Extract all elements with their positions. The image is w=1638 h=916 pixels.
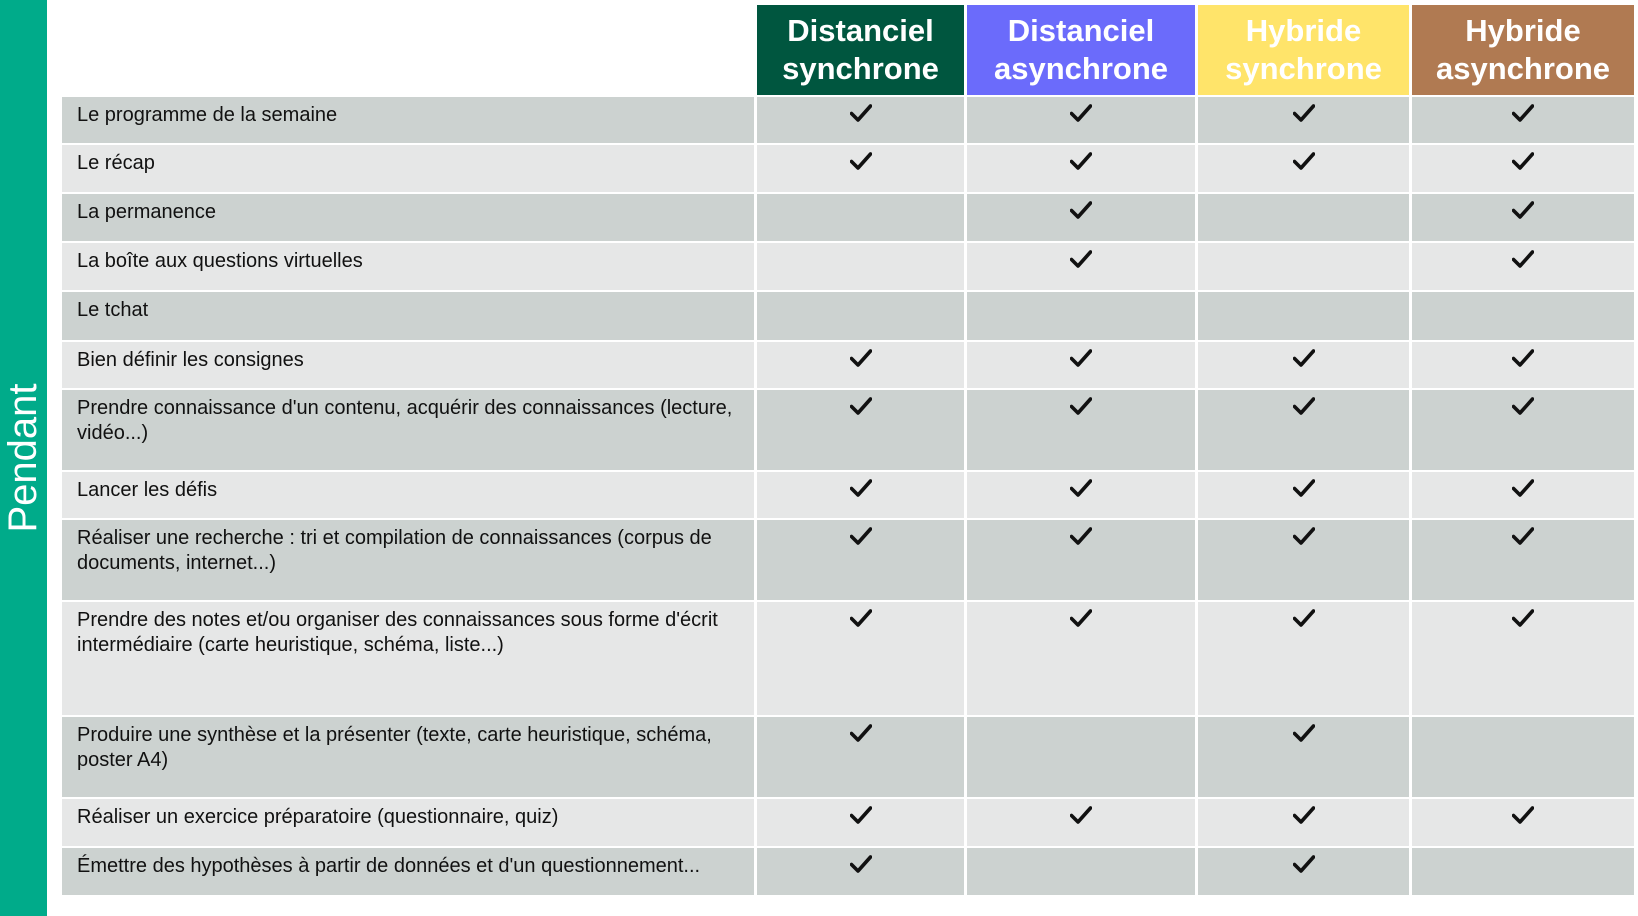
checkmark-icon xyxy=(1070,104,1092,122)
comparison-table xyxy=(62,5,1632,895)
checkmark-icon xyxy=(1293,855,1315,873)
cell-distanciel-synchrone xyxy=(757,390,964,470)
checkmark-icon xyxy=(1512,806,1534,824)
cell-hybride-synchrone xyxy=(1198,848,1409,895)
row-label: Émettre des hypothèses à partir de données et d'un questionnement... xyxy=(62,848,754,895)
cell-hybride-synchrone xyxy=(1198,97,1409,143)
checkmark-icon xyxy=(1512,527,1534,545)
checkmark-icon xyxy=(1512,609,1534,627)
cell-distanciel-synchrone xyxy=(757,342,964,388)
cell-hybride-asynchrone xyxy=(1412,799,1634,846)
section-label: Pendant xyxy=(1,383,45,533)
checkmark-icon xyxy=(1512,397,1534,415)
row-label: Réaliser un exercice préparatoire (questionnaire, quiz) xyxy=(62,799,754,846)
checkmark-icon xyxy=(1512,250,1534,268)
checkmark-icon xyxy=(1512,152,1534,170)
checkmark-icon xyxy=(850,104,872,122)
checkmark-icon xyxy=(1512,201,1534,219)
checkmark-icon xyxy=(1070,527,1092,545)
cell-hybride-asynchrone xyxy=(1412,194,1634,241)
row-label: La permanence xyxy=(62,194,754,241)
row-label: Bien définir les consignes xyxy=(62,342,754,388)
cell-hybride-asynchrone xyxy=(1412,717,1634,797)
cell-hybride-synchrone xyxy=(1198,472,1409,518)
cell-hybride-synchrone xyxy=(1198,145,1409,192)
cell-distanciel-asynchrone xyxy=(967,390,1195,470)
cell-distanciel-synchrone xyxy=(757,848,964,895)
checkmark-icon xyxy=(1070,806,1092,824)
cell-hybride-synchrone xyxy=(1198,717,1409,797)
cell-distanciel-synchrone xyxy=(757,520,964,600)
checkmark-icon xyxy=(1070,397,1092,415)
column-header-distanciel-asynchrone: Distanciel asynchrone xyxy=(967,5,1195,95)
cell-distanciel-asynchrone xyxy=(967,243,1195,290)
cell-distanciel-asynchrone xyxy=(967,342,1195,388)
cell-hybride-asynchrone xyxy=(1412,292,1634,340)
cell-hybride-asynchrone xyxy=(1412,602,1634,715)
checkmark-icon xyxy=(850,855,872,873)
checkmark-icon xyxy=(1070,152,1092,170)
cell-hybride-synchrone xyxy=(1198,602,1409,715)
cell-distanciel-synchrone xyxy=(757,292,964,340)
cell-distanciel-synchrone xyxy=(757,717,964,797)
cell-hybride-synchrone xyxy=(1198,342,1409,388)
cell-distanciel-synchrone xyxy=(757,602,964,715)
cell-hybride-asynchrone xyxy=(1412,97,1634,143)
checkmark-icon xyxy=(1293,609,1315,627)
cell-distanciel-asynchrone xyxy=(967,520,1195,600)
cell-distanciel-asynchrone xyxy=(967,602,1195,715)
cell-hybride-synchrone xyxy=(1198,390,1409,470)
section-sidebar xyxy=(0,0,47,916)
checkmark-icon xyxy=(850,152,872,170)
row-label: Produire une synthèse et la présenter (texte, carte heuristique, schéma, poster A4) xyxy=(62,717,754,797)
cell-distanciel-asynchrone xyxy=(967,145,1195,192)
row-label: Prendre des notes et/ou organiser des connaissances sous forme d'écrit intermédiaire (carte heuristique, schéma, liste...) xyxy=(62,602,754,715)
checkmark-icon xyxy=(1293,104,1315,122)
checkmark-icon xyxy=(850,527,872,545)
cell-distanciel-asynchrone xyxy=(967,292,1195,340)
checkmark-icon xyxy=(1070,349,1092,367)
cell-hybride-synchrone xyxy=(1198,194,1409,241)
cell-distanciel-asynchrone xyxy=(967,472,1195,518)
cell-distanciel-asynchrone xyxy=(967,717,1195,797)
cell-hybride-asynchrone xyxy=(1412,243,1634,290)
cell-hybride-asynchrone xyxy=(1412,472,1634,518)
cell-hybride-asynchrone xyxy=(1412,848,1634,895)
cell-hybride-asynchrone xyxy=(1412,520,1634,600)
cell-distanciel-synchrone xyxy=(757,194,964,241)
checkmark-icon xyxy=(1293,152,1315,170)
cell-distanciel-asynchrone xyxy=(967,97,1195,143)
checkmark-icon xyxy=(1512,104,1534,122)
checkmark-icon xyxy=(850,806,872,824)
cell-distanciel-synchrone xyxy=(757,472,964,518)
checkmark-icon xyxy=(850,397,872,415)
checkmark-icon xyxy=(1512,349,1534,367)
cell-hybride-synchrone xyxy=(1198,292,1409,340)
cell-distanciel-asynchrone xyxy=(967,799,1195,846)
checkmark-icon xyxy=(1293,527,1315,545)
checkmark-icon xyxy=(1293,349,1315,367)
cell-hybride-synchrone xyxy=(1198,243,1409,290)
checkmark-icon xyxy=(1070,201,1092,219)
column-header-hybride-asynchrone: Hybride asynchrone xyxy=(1412,5,1634,95)
checkmark-icon xyxy=(1070,479,1092,497)
row-label: Le tchat xyxy=(62,292,754,340)
column-header-distanciel-synchrone: Distanciel synchrone xyxy=(757,5,964,95)
checkmark-icon xyxy=(1293,397,1315,415)
row-label: Le récap xyxy=(62,145,754,192)
row-label: Réaliser une recherche : tri et compilation de connaissances (corpus de documents, internet...) xyxy=(62,520,754,600)
cell-hybride-synchrone xyxy=(1198,799,1409,846)
row-label: Lancer les défis xyxy=(62,472,754,518)
row-label: Le programme de la semaine xyxy=(62,97,754,143)
checkmark-icon xyxy=(850,479,872,497)
cell-distanciel-synchrone xyxy=(757,243,964,290)
checkmark-icon xyxy=(850,349,872,367)
checkmark-icon xyxy=(1293,724,1315,742)
checkmark-icon xyxy=(1293,479,1315,497)
cell-distanciel-asynchrone xyxy=(967,848,1195,895)
header-corner-blank xyxy=(62,5,754,95)
cell-hybride-asynchrone xyxy=(1412,342,1634,388)
row-label: Prendre connaissance d'un contenu, acquérir des connaissances (lecture, vidéo...) xyxy=(62,390,754,470)
checkmark-icon xyxy=(1070,609,1092,627)
checkmark-icon xyxy=(1293,806,1315,824)
cell-hybride-synchrone xyxy=(1198,520,1409,600)
checkmark-icon xyxy=(1512,479,1534,497)
column-header-hybride-synchrone: Hybride synchrone xyxy=(1198,5,1409,95)
cell-hybride-asynchrone xyxy=(1412,145,1634,192)
checkmark-icon xyxy=(850,609,872,627)
checkmark-icon xyxy=(1070,250,1092,268)
cell-distanciel-synchrone xyxy=(757,799,964,846)
cell-distanciel-asynchrone xyxy=(967,194,1195,241)
cell-distanciel-synchrone xyxy=(757,97,964,143)
cell-hybride-asynchrone xyxy=(1412,390,1634,470)
row-label: La boîte aux questions virtuelles xyxy=(62,243,754,290)
checkmark-icon xyxy=(850,724,872,742)
cell-distanciel-synchrone xyxy=(757,145,964,192)
